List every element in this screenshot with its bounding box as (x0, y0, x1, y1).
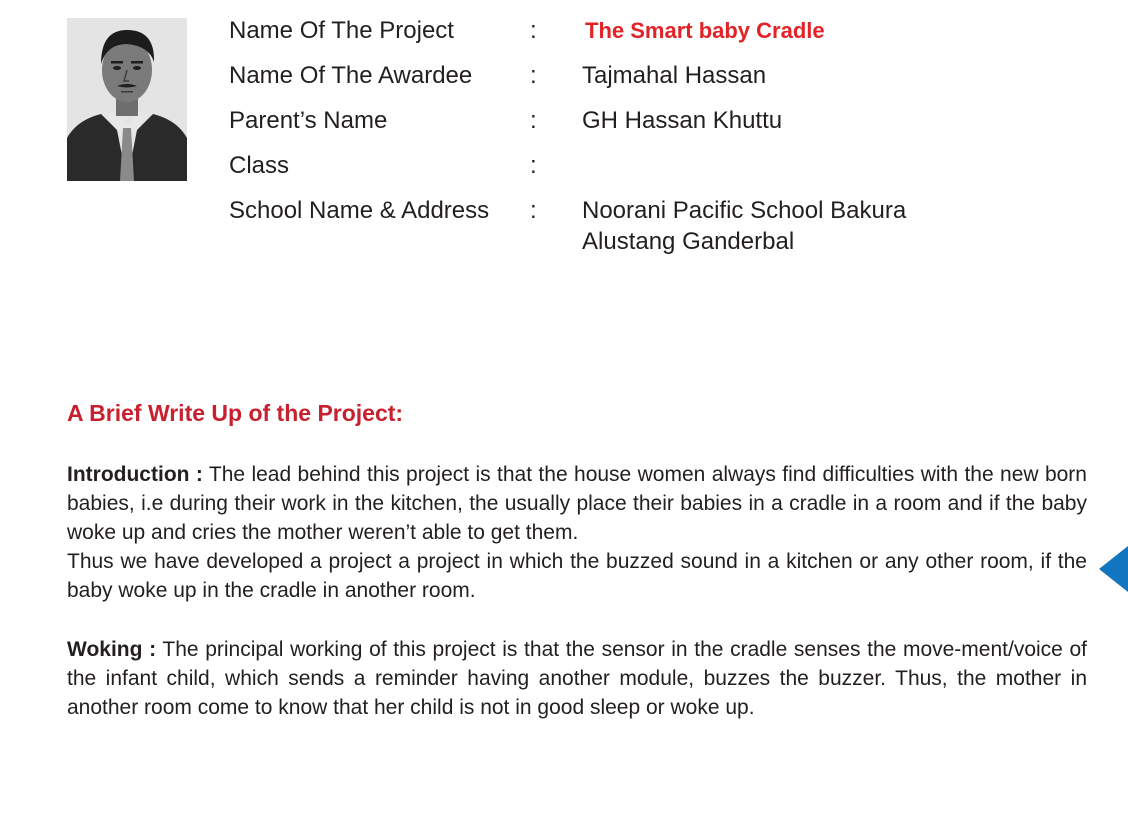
school-row (229, 195, 1029, 255)
project-name-row (229, 15, 1029, 60)
introduction-text: The lead behind this project is that the house women always find difficulties with the new born babies, i.e during their work in the kitchen, the usually place their babies in a cradle in a room and if the baby woke up and cries the mother weren’t able to get them. (67, 463, 1087, 544)
project-name-value: The Smart baby Cradle (585, 18, 825, 43)
awardee-name-row (229, 60, 1029, 105)
separator-colon: : (530, 197, 537, 224)
school-address: Alustang Ganderbal (582, 228, 795, 255)
separator-colon: : (530, 107, 537, 134)
introduction-paragraph-2: Thus we have developed a project a project in which the buzzed sound in a kitchen or any other room, if the baby woke up in the cradle in another room. (67, 550, 1087, 602)
separator-colon: : (530, 62, 537, 89)
project-name-label: Name Of The Project (229, 17, 454, 44)
introduction-section (67, 460, 1087, 605)
school-name: Noorani Pacific School Bakura (582, 197, 907, 224)
school-label: School Name & Address (229, 197, 490, 224)
school-value (582, 195, 906, 257)
introduction-lead: Introduction : (67, 463, 203, 486)
awardee-name-label: Name Of The Awardee (229, 62, 473, 89)
parent-name-label: Parent’s Name (229, 107, 388, 134)
portrait-image (67, 18, 187, 181)
separator-colon: : (530, 152, 537, 179)
working-text: The principal working of this project is that the sensor in the cradle senses the move-ment/voice of the infant child, which sends a reminder having another module, buzzes the buzzer. Thus, the mother in another room come to know that her child is not in good sleep or woke up. (67, 638, 1088, 719)
page-arrow-icon (1099, 546, 1128, 592)
awardee-name-value: Tajmahal Hassan (582, 62, 767, 89)
working-section (67, 635, 1087, 722)
working-lead: Woking : (67, 638, 157, 661)
writeup-heading: A Brief Write Up of the Project: (67, 400, 404, 426)
separator-colon: : (530, 17, 537, 44)
awardee-info (229, 15, 1029, 255)
parent-name-row (229, 105, 1029, 150)
class-row (229, 150, 1029, 195)
parent-name-value: GH Hassan Khuttu (582, 107, 783, 134)
class-label: Class (229, 152, 290, 179)
awardee-photo (67, 18, 187, 181)
introduction-paragraph (67, 460, 1087, 547)
working-paragraph (67, 635, 1087, 722)
